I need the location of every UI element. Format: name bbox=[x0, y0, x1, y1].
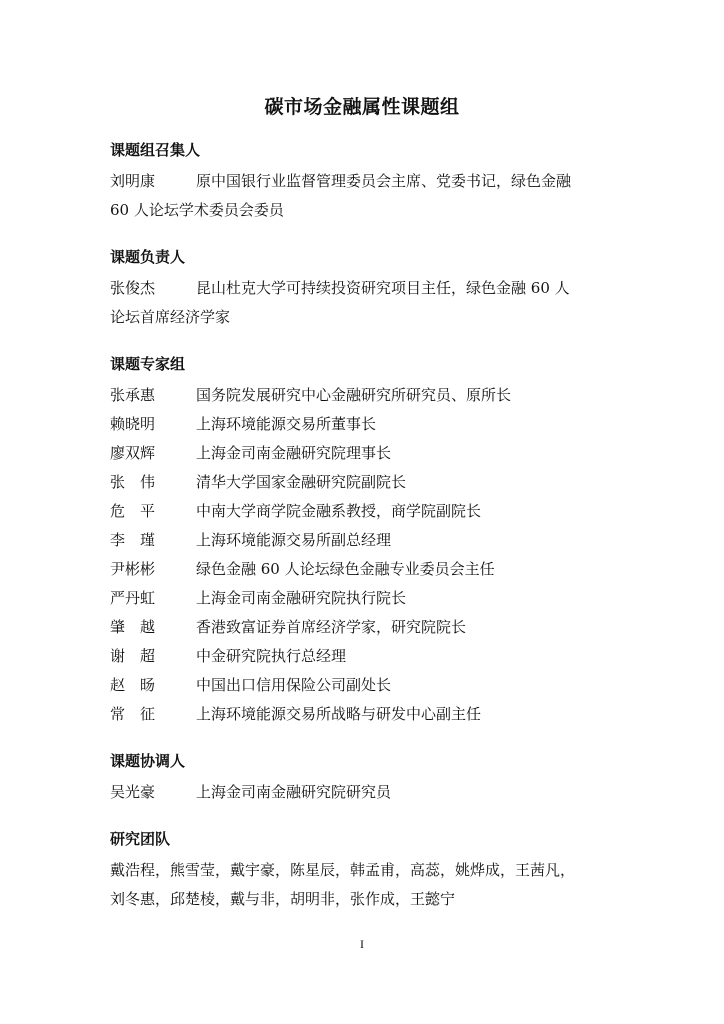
section-heading: 研究团队 bbox=[110, 830, 171, 848]
member-name: 赵 旸 bbox=[110, 676, 156, 694]
member-name: 谢 超 bbox=[110, 647, 156, 665]
member-name: 李 瑾 bbox=[110, 531, 156, 549]
member-name: 赖晓明 bbox=[110, 415, 156, 433]
member-name: 肇 越 bbox=[110, 618, 156, 636]
member-role: 国务院发展研究中心金融研究所研究员、原所长 bbox=[196, 386, 512, 404]
member-role: 上海环境能源交易所副总经理 bbox=[196, 531, 392, 549]
member-name: 严丹虹 bbox=[110, 589, 156, 607]
member-row bbox=[110, 439, 620, 468]
member-role: 昆山杜克大学可持续投资研究项目主任，绿色金融 60 人 bbox=[196, 279, 570, 297]
section-convener bbox=[110, 138, 620, 225]
member-row bbox=[110, 274, 620, 303]
member-row bbox=[110, 381, 620, 410]
member-role: 上海金司南金融研究院理事长 bbox=[196, 444, 392, 462]
team-members-line: 刘冬惠，邱楚棱，戴与非，胡明非，张作成，王懿宁 bbox=[110, 890, 456, 908]
section-heading: 课题组召集人 bbox=[110, 141, 201, 159]
page-title: 碳市场金融属性课题组 bbox=[264, 96, 460, 118]
member-role: 原中国银行业监督管理委员会主席、党委书记，绿色金融 bbox=[196, 172, 572, 190]
member-name: 危 平 bbox=[110, 502, 156, 520]
member-role-continuation bbox=[110, 303, 620, 332]
section-team bbox=[110, 827, 620, 914]
member-row bbox=[110, 526, 620, 555]
member-row bbox=[110, 410, 620, 439]
section-experts bbox=[110, 352, 620, 729]
team-members-line: 戴浩程，熊雪莹，戴宇豪，陈星辰，韩孟甫，高蕊，姚烨成，王茜凡， bbox=[110, 861, 576, 879]
member-role: 上海金司南金融研究院研究员 bbox=[196, 783, 392, 801]
section-heading: 课题专家组 bbox=[110, 355, 186, 373]
member-name: 张俊杰 bbox=[110, 279, 156, 297]
member-name: 吴光豪 bbox=[110, 783, 156, 801]
member-role-continuation bbox=[110, 196, 620, 225]
member-name: 张承惠 bbox=[110, 386, 156, 404]
member-role-cont: 60 人论坛学术委员会委员 bbox=[110, 201, 284, 219]
section-heading: 课题协调人 bbox=[110, 752, 186, 770]
member-row bbox=[110, 642, 620, 671]
member-row bbox=[110, 555, 620, 584]
member-row bbox=[110, 468, 620, 497]
member-role-cont: 论坛首席经济学家 bbox=[110, 308, 231, 326]
member-row bbox=[110, 671, 620, 700]
member-name: 常 征 bbox=[110, 705, 156, 723]
member-row bbox=[110, 584, 620, 613]
page-number: I bbox=[360, 937, 364, 951]
member-name: 刘明康 bbox=[110, 172, 156, 190]
member-role: 中国出口信用保险公司副处长 bbox=[196, 676, 392, 694]
member-role: 上海金司南金融研究院执行院长 bbox=[196, 589, 407, 607]
section-lead bbox=[110, 245, 620, 332]
member-name: 张 伟 bbox=[110, 473, 156, 491]
member-role: 中金研究院执行总经理 bbox=[196, 647, 347, 665]
section-coordinator bbox=[110, 749, 620, 807]
member-row bbox=[110, 613, 620, 642]
member-row bbox=[110, 778, 620, 807]
member-role: 上海环境能源交易所董事长 bbox=[196, 415, 377, 433]
member-role: 中南大学商学院金融系教授，商学院副院长 bbox=[196, 502, 482, 520]
member-role: 上海环境能源交易所战略与研发中心副主任 bbox=[196, 705, 482, 723]
content-body bbox=[110, 138, 620, 934]
member-row bbox=[110, 167, 620, 196]
member-row bbox=[110, 497, 620, 526]
member-name: 廖双辉 bbox=[110, 444, 156, 462]
member-name: 尹彬彬 bbox=[110, 560, 156, 578]
member-role: 绿色金融 60 人论坛绿色金融专业委员会主任 bbox=[196, 560, 495, 578]
member-row bbox=[110, 700, 620, 729]
member-role: 香港致富证券首席经济学家，研究院院长 bbox=[196, 618, 467, 636]
section-heading: 课题负责人 bbox=[110, 248, 186, 266]
member-role: 清华大学国家金融研究院副院长 bbox=[196, 473, 407, 491]
